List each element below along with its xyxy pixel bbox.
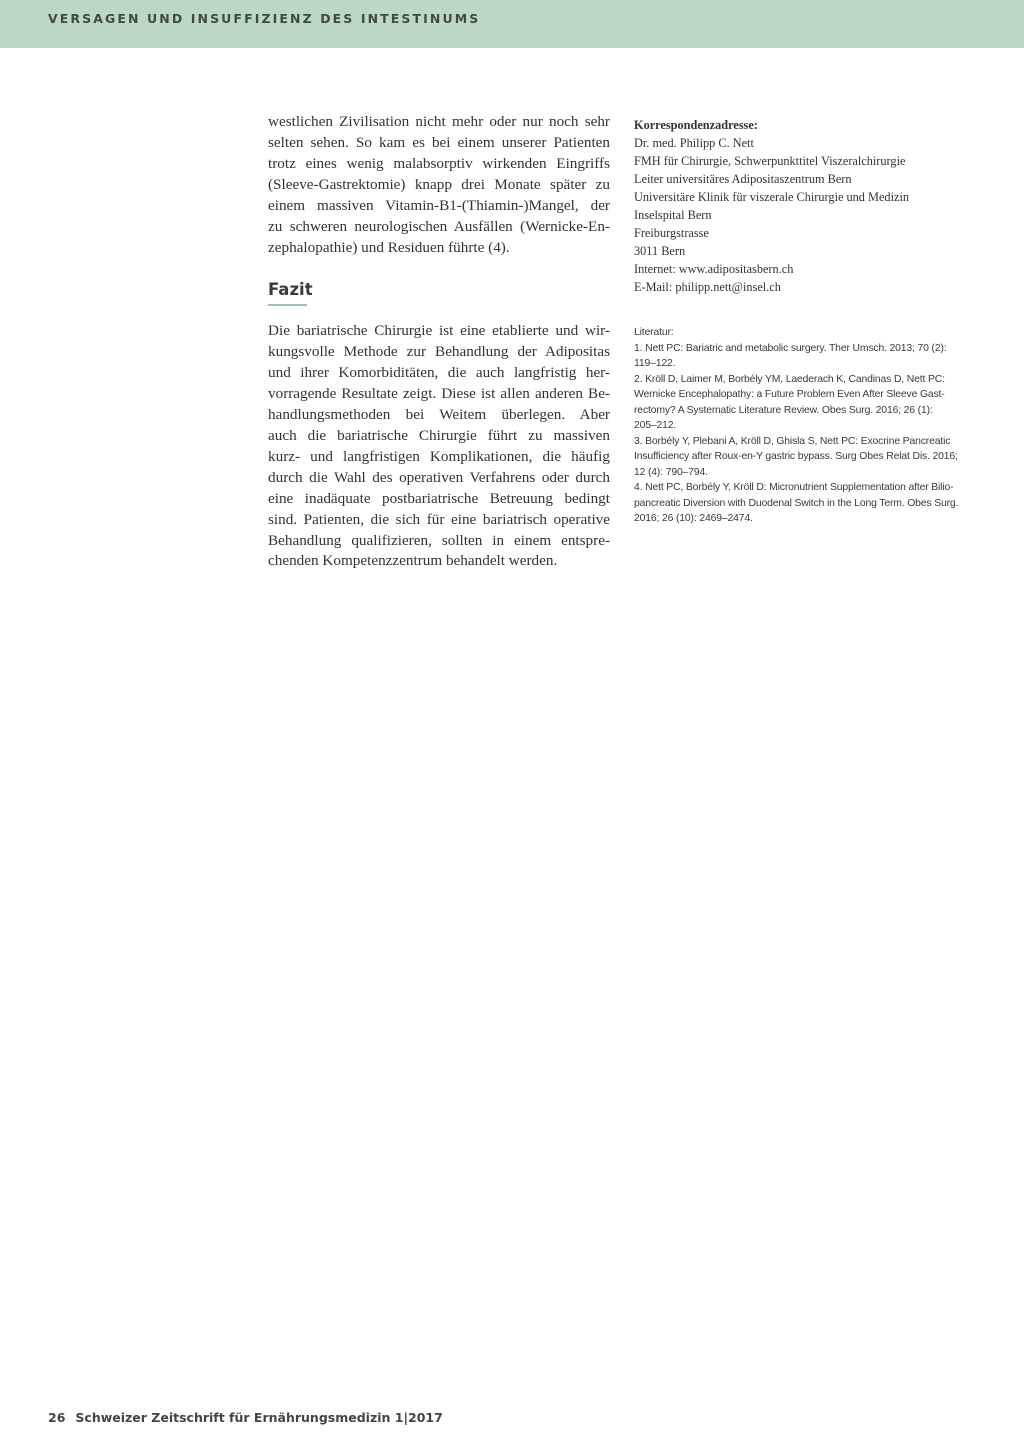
- correspondence-line: Leiter universitäres Adipositaszentrum Bern: [634, 172, 852, 186]
- email-link[interactable]: E-Mail: philipp.nett@insel.ch: [634, 280, 781, 294]
- running-title: VERSAGEN UND INSUFFIZIENZ DES INTESTINUMS: [48, 11, 481, 26]
- text-line: Behandlung qualifizieren, sollten in einem entspre-: [268, 531, 610, 549]
- reference-line: 12 (4): 790–794.: [634, 466, 708, 478]
- reference-line: 1. Nett PC: Bariatric and metabolic surgery. Ther Umsch. 2013; 70 (2):: [634, 342, 947, 354]
- correspondence-line: Inselspital Bern: [634, 208, 712, 222]
- reference-line: 2016; 26 (10): 2469–2474.: [634, 513, 753, 524]
- text-line: chenden Kompetenzzentrum behandelt werden.: [268, 552, 558, 570]
- paragraph-2: [268, 321, 610, 572]
- page-footer: [48, 1410, 443, 1425]
- text-line: einem massiven Vitamin-B1-(Thiamin-)Mangel, der: [268, 196, 610, 214]
- text-line: zephalopathie) und Residuen führte (4).: [268, 238, 510, 256]
- reference-line: rectomy? A Systematic Literature Review. Obes Surg. 2016; 26 (1):: [634, 404, 933, 416]
- reference-line: 119–122.: [634, 358, 676, 369]
- reference-line: Insufficiency after Roux-en-Y gastric bypass. Surg Obes Relat Dis. 2016;: [634, 451, 958, 462]
- main-column-fazit: [268, 321, 610, 572]
- correspondence-line: Universitäre Klinik für viszerale Chirurgie und Medizin: [634, 190, 910, 204]
- correspondence-block: [634, 116, 979, 296]
- reference-line: 205–212.: [634, 420, 677, 431]
- correspondence-line: 3011 Bern: [634, 244, 686, 258]
- text-line: und ihrer Komorbiditäten, die auch langfristig her-: [268, 363, 610, 381]
- reference-line: 4. Nett PC, Borbély Y, Kröll D: Micronutrient Supplementation after Bilio-: [634, 482, 954, 493]
- text-line: durch die Wahl des operativen Verfahrens oder durch: [268, 468, 610, 486]
- correspondence-line: Dr. med. Philipp C. Nett: [634, 136, 754, 150]
- journal-name: Schweizer Zeitschrift für Ernährungsmedizin 1|2017: [75, 1410, 443, 1425]
- main-column: [268, 112, 610, 259]
- reference-line: pancreatic Diversion with Duodenal Switch in the Long Term. Obes Surg.: [634, 497, 959, 509]
- text-line: westlichen Zivilisation nicht mehr oder nur noch sehr: [268, 113, 610, 130]
- correspondence-line: Freiburgstrasse: [634, 226, 709, 240]
- text-line: trotz eines wenig malabsorptiv wirkenden Eingriffs: [268, 154, 610, 172]
- website-link[interactable]: Internet: www.adipositasbern.ch: [634, 262, 794, 276]
- text-line: handlungsmethoden bei Weitem überlegen. Aber: [268, 405, 610, 423]
- header-band: [0, 0, 1024, 48]
- text-line: (Sleeve-Gastrektomie) knapp drei Monate später zu: [268, 175, 610, 193]
- paragraph-1: [268, 112, 610, 259]
- text-line: Die bariatrische Chirurgie ist eine etablierte und wir-: [268, 322, 610, 339]
- section-title: Fazit: [268, 280, 313, 299]
- text-line: kungsvolle Methode zur Behandlung der Adipositas: [268, 342, 610, 360]
- text-line: sind. Patienten, die sich für eine bariatrisch operative: [268, 510, 610, 528]
- section-title-underline: [268, 304, 307, 306]
- correspondence-line: FMH für Chirurgie, Schwerpunkttitel Viszeralchirurgie: [634, 154, 906, 168]
- reference-line: 2. Kröll D, Laimer M, Borbély YM, Laederach K, Candinas D, Nett PC:: [634, 373, 945, 385]
- page-number: 26: [48, 1410, 66, 1425]
- text-line: kurz- und langfristigen Komplikationen, die häufig: [268, 447, 610, 465]
- literature-label: Literatur:: [634, 327, 674, 338]
- reference-line: 3. Borbély Y, Plebani A, Kröll D, Ghisla S, Nett PC: Exocrine Pancreatic: [634, 435, 951, 447]
- text-line: eine inadäquate postbariatrische Betreuung bedingt: [268, 489, 610, 507]
- reference-line: Wernicke Encephalopathy: a Future Problem Even After Sleeve Gast-: [634, 389, 945, 400]
- literature-block: [634, 325, 979, 527]
- text-line: zu schweren neurologischen Ausfällen (Wernicke-En-: [268, 217, 610, 235]
- correspondence-label: Korrespondenzadresse:: [634, 118, 758, 132]
- text-line: vorragende Resultate zeigt. Diese ist allen anderen Be-: [268, 384, 610, 402]
- text-line: auch die bariatrische Chirurgie führt zu massiven: [268, 426, 610, 444]
- text-line: selten sehen. So kam es bei einem unserer Patienten: [268, 133, 610, 151]
